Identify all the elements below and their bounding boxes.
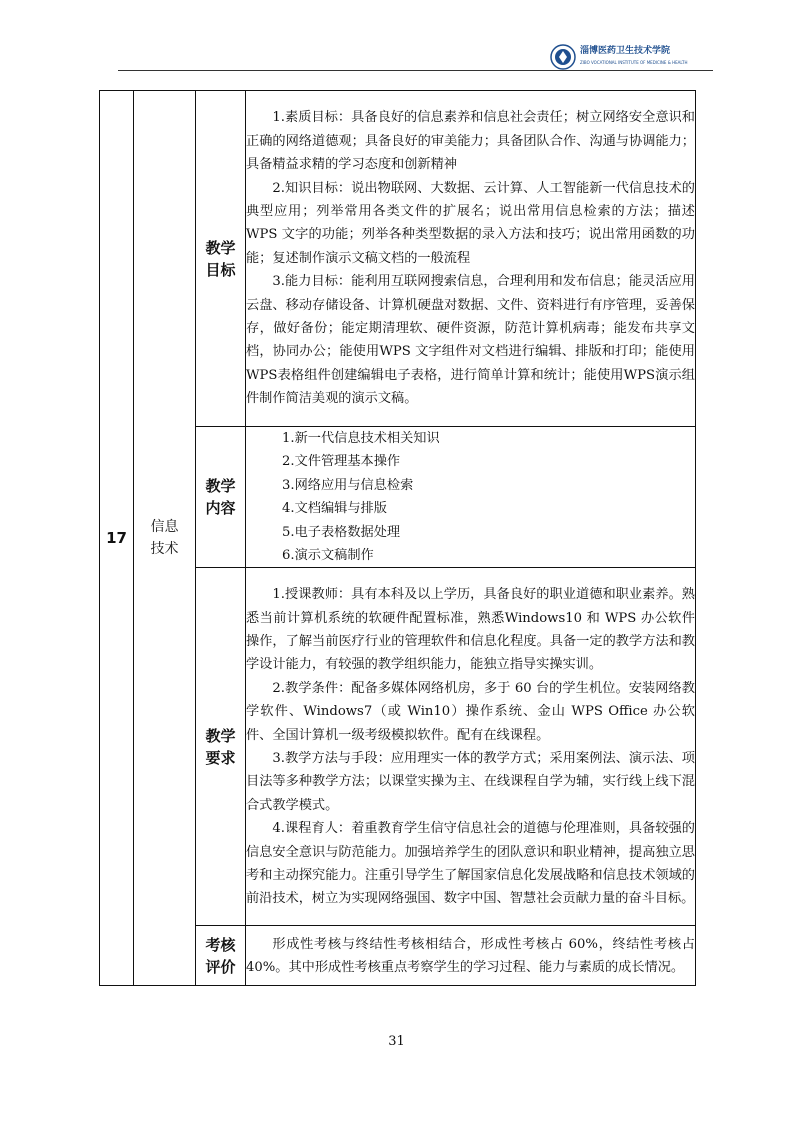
school-logo [550,44,688,70]
requirements-paragraph: 2.教学条件：配备多媒体网络机房，多于 60 台的学生机位。安装网络教学软件、Windows7（或 Win10）操作系统、金山 WPS Office 办公软件、全国计算机一级考级模拟软件。配有在线课程。 [246,680,695,743]
assessment-label [196,926,246,986]
assessment-paragraph: 形成性考核与终结性考核相结合，形成性考核占 60%，终结性考核占 40%。其中形成性考核重点考察学生的学习过程、能力与素质的成长情况。 [246,936,695,975]
content-label-line2: 内容 [205,499,236,518]
requirements-paragraph: 3.教学方法与手段：应用理实一体的教学方式；采用案例法、演示法、项目法等多种教学方法；以课堂实操为主、在线课程自学为辅，实行线上线下混合式教学模式。 [246,750,695,813]
content-label-line1: 教学 [205,477,236,496]
course-name-line2: 技术 [150,541,179,558]
school-emblem-icon [550,44,576,70]
goals-label-line1: 教学 [205,238,236,257]
course-name-line1: 信息 [150,519,179,536]
header-rule [118,70,713,71]
requirements-paragraph: 4.课程育人：着重教育学生信守信息社会的道德与伦理准则，具备较强的信息安全意识与防范能力。加强培养学生的团队意识和职业精神，提高独立思考和主动探究能力。注重引导学生了解国家信息化发展战略和信息技术领域的前沿技术，树立为实现网络强国、数字中国、智慧社会贡献力量的奋斗目标。 [246,821,695,907]
assessment-body [246,926,696,986]
requirements-label-line2: 要求 [205,748,236,767]
requirements-body [246,568,696,926]
logo-subtitle: ZIBO VOCATIONAL INSTITUTE OF MEDICINE & HEALTH [580,60,688,65]
goals-body [246,91,696,427]
content-item: 4.文档编辑与排版 [282,501,387,517]
goals-paragraph: 2.知识目标：说出物联网、大数据、云计算、人工智能新一代信息技术的典型应用；列举常用各类文件的扩展名；说出常用信息检索的方法；描述 WPS 文字的功能；列举各种类型数据的录入方法和技巧；说出常用函数的功能；复述制作演示文稿文档的一般流程 [246,180,695,266]
course-name [134,91,196,986]
course-table [99,90,696,986]
goals-paragraph: 1.素质目标：具备良好的信息素养和信息社会责任；树立网络安全意识和正确的网络道德观；具备良好的审美能力；具备团队合作、沟通与协调能力；具备精益求精的学习态度和创新精神 [246,110,695,173]
assessment-label-line2: 评价 [205,957,236,976]
logo-wordmark [580,46,688,68]
content-item: 1.新一代信息技术相关知识 [282,431,440,446]
goals-label-line2: 目标 [205,260,236,279]
goals-label [196,91,246,427]
page-number: 31 [388,1034,405,1049]
requirements-paragraph: 1.授课教师：具有本科及以上学历，具备良好的职业道德和职业素养。熟悉当前计算机系统的软硬件配置标准，熟悉Windows10 和 WPS 办公软件操作，了解当前医疗行业的管理软件和信息化程度。具备一定的教学方法和教学设计能力，有较强的教学组织能力，能独立指导实操实训。 [246,587,695,673]
logo-name: 淄博医药卫生技术学院 [580,46,671,56]
requirements-label-line1: 教学 [205,726,236,745]
course-number: 17 [100,91,134,986]
content-item: 6.演示文稿制作 [282,548,374,564]
goals-paragraph: 3.能力目标：能利用互联网搜索信息，合理利用和发布信息；能灵活应用云盘、移动存储设备、计算机硬盘对数据、文件、资料进行有序管理，妥善保存，做好备份；能定期清理软、硬件资源，防范计算机病毒；能发布共享文档，协同办公；能使用WPS 文字组件对文档进行编辑、排版和打印；能使用WPS表格组件创建编辑电子表格，进行简单计算和统计；能使用WPS演示组件制作简洁美观的演示文稿。 [246,274,695,407]
content-body [246,427,696,568]
requirements-label [196,568,246,926]
content-item: 3.网络应用与信息检索 [282,477,414,493]
content-item: 5.电子表格数据处理 [282,524,401,540]
assessment-label-line1: 考核 [205,935,236,954]
content-item: 2.文件管理基本操作 [282,454,401,470]
content-label [196,427,246,568]
row-goals [100,91,696,427]
